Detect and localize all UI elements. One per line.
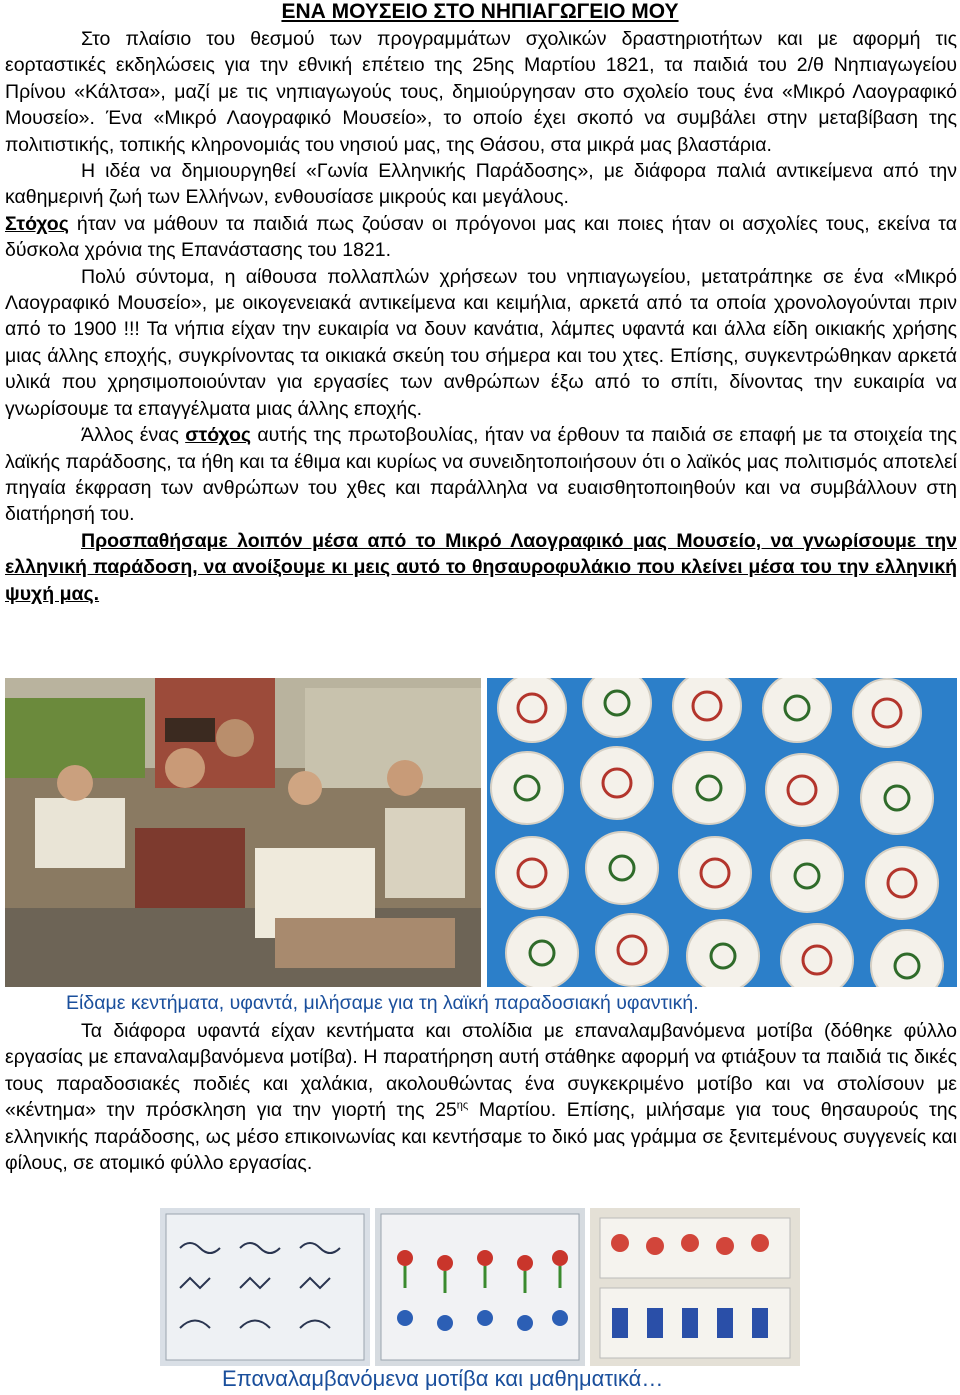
photo-worksheet-flowers	[375, 1208, 585, 1366]
photo-worksheet-patterns-graphic	[160, 1208, 370, 1366]
photo-worksheet-flowers-graphic	[375, 1208, 585, 1366]
caption-patterns-math: Επαναλαμβανόμενα μοτίβα και μαθηματικά…	[222, 1366, 664, 1391]
patterns-text-a: Τα διάφορα υφαντά είχαν κεντήματα και στολίδια με επαναλαμβανόμενα μοτίβα (δόθηκε φύλλο εργασίας με επαναλαμβανόμενα μοτίβα). Η παρατήρηση αυτή στάθηκε αφορμή να φτιάξουν τα παιδιά τις δικές τους παραδοσιακές ποδιές και χαλάκια, ακολουθώντας ένα συγκεκριμένο μοτίβο και να στολίσουν με «κέντημα» την πρόσκληση για την γιορτή της 25	[5, 1020, 957, 1122]
paragraph-second-goal	[5, 422, 957, 528]
goal-label: Στόχος	[5, 212, 69, 235]
photo-worksheet-patterns	[160, 1208, 370, 1366]
paragraph-patterns	[5, 1018, 957, 1176]
second-goal-label: στόχος	[185, 424, 252, 447]
photo-wall-flowers-graphic	[590, 1208, 800, 1366]
photo-children-textiles-graphic	[5, 678, 481, 987]
photo-embroidered-doilies-graphic	[487, 678, 957, 987]
photo-children-textiles	[5, 678, 481, 987]
page-title: ΕΝΑ ΜΟΥΣΕΙΟ ΣΤΟ ΝΗΠΙΑΓΩΓΕΙΟ ΜΟΥ	[281, 0, 679, 23]
paragraph-museum: Πολύ σύντομα, η αίθουσα πολλαπλών χρήσεων του νηπιαγωγείου, μετατράπηκε σε ένα «Μικρό Λαογραφικό Μουσείο», με οικογενειακά αντικείμενα και κειμήλια, αρκετά από τα οποία χρονολογούνται πριν από το 1900 !!! Τα νήπια είχαν την ευκαιρία να δουν κανάτια, λάμπες υφαντά και άλλα είδη οικιακής χρήσης μιας άλλης εποχής, συγκρίνοντας τα οικιακά σκεύη του σήμερα και του χτες. Επίσης, συγκεντρώθηκαν αρκετά υλικά που χρησιμοποιούνταν για εργασίες των ανθρώπων έξω από το σπίτι, δίνοντας την ευκαιρία να γνωρίσουμε τα επαγγέλματα μιας άλλης εποχής.	[5, 265, 957, 420]
photo-wall-flowers	[590, 1208, 800, 1366]
paragraph-goal	[5, 211, 957, 264]
photo-embroidered-doilies	[487, 678, 957, 987]
caption-textiles: Είδαμε κεντήματα, υφαντά, μιλήσαμε για τη λαϊκή παραδοσιακή υφαντική.	[66, 992, 699, 1014]
paragraph-idea: Η ιδέα να δημιουργηθεί «Γωνία Ελληνικής Παράδοσης», με διάφορα παλιά αντικείμενα από την καθημερινή ζωή των Ελλήνων, ενθουσίασε μικρούς και μεγάλους.	[5, 160, 957, 209]
second-goal-text: αυτής της πρωτοβουλίας, ήταν να έρθουν τα παιδιά σε επαφή με τα στοιχεία της λαϊκής παράδοσης, τα ήθη και τα έθιμα και κυρίως να συνειδητοποιήσουν ότι ο λαϊκός μας πολιτισμός αποτελεί πηγαία έκφραση των ανθρώπων του χθες και παράλληλα να ευαισθητοποιηθούν και να συμβάλλουν στη διατήρησή του.	[5, 424, 957, 526]
patterns-text-b: Μαρτίου. Επίσης, μιλήσαμε για τους θησαυρούς της ελληνικής παράδοσης, ως μέσο επικοινωνίας και κεντήσαμε το δικό μας γράμμα σε ξενιτεμένους συγγενείς και φίλους, σε ατομικό φύλλο εργασίας.	[5, 1099, 957, 1175]
paragraph-intro: Στο πλαίσιο του θεσμού των προγραμμάτων σχολικών δραστηριοτήτων και με αφορμή τις εορταστικές εκδηλώσεις για την εθνική επέτειο της 25ης Μαρτίου 1821, τα παιδιά του 2/θ Νηπιαγωγείου Πρίνου «Κάλτσα», μαζί με τις νηπιαγωγούς τους, δημιούργησαν στο σχολείο τους ένα «Μικρό Λαογραφικό Μουσείο». Ένα «Μικρό Λαογραφικό Μουσείο», το οποίο έχει σκοπό να συμβάλει στην μεταβίβαση της πολιτιστικής, τοπικής κληρονομιάς του νησιού μας, της Θάσου, στα μικρά μας βλαστάρια.	[5, 28, 957, 156]
second-goal-prefix: Άλλος ένας	[81, 424, 186, 447]
text-block-intro	[5, 26, 957, 607]
text-block-patterns	[5, 1018, 957, 1176]
ordinal-suffix: ης	[456, 1099, 469, 1112]
paragraph-conclusion: Προσπαθήσαμε λοιπόν μέσα από το Μικρό Λαογραφικό μας Μουσείο, να γνωρίσουμε την ελληνική παράδοση, να ανοίξουμε κι μεις αυτό το θησαυροφυλάκιο που κλείνει μέσα του την ελληνική ψυχή μας.	[5, 529, 957, 605]
goal-text: ήταν να μάθουν τα παιδιά πως ζούσαν οι πρόγονοι μας και ποιες ήταν οι ασχολίες τους, εκείνα τα δύσκολα χρόνια της Επανάστασης του 1821.	[5, 212, 957, 262]
